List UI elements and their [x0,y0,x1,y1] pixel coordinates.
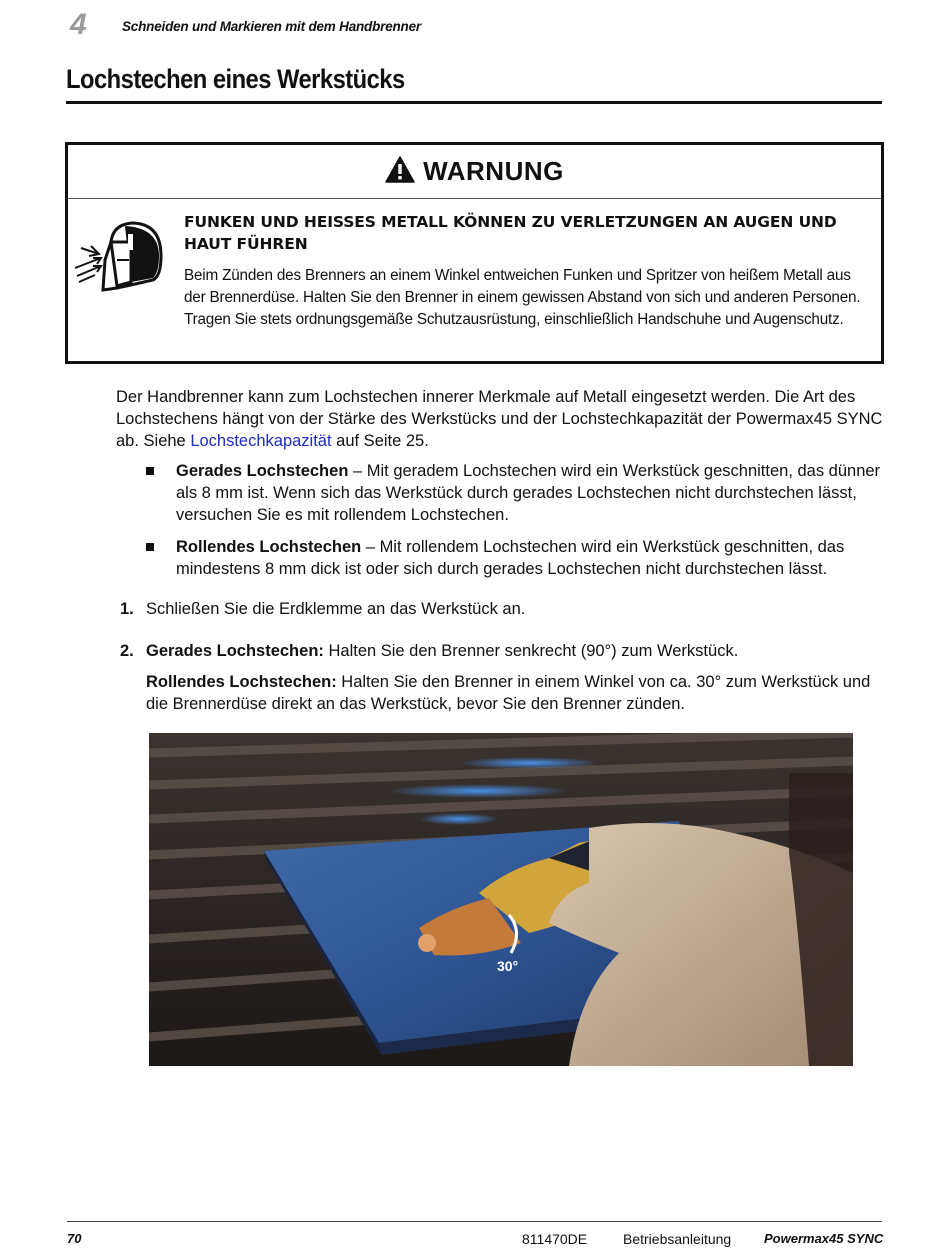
product-name: Powermax45 SYNC [764,1231,884,1246]
capacity-link[interactable]: Lochstechkapazität [190,432,332,450]
step-item [120,598,890,620]
manual-type: Betriebsanleitung [623,1231,732,1247]
step-term: Gerades Lochstechen: [146,642,324,660]
intro-text: Der Handbrenner kann zum Lochstechen innerer Merkmale auf Metall eingesetzt werden. Die Art des Lochstechens hängt von der Stärke des Werkstücks und der Lochstechkapazität der Powermax45 SYNC ab. Siehe [116,388,883,450]
title-rule [66,101,882,104]
bullet-square-icon [146,543,154,551]
intro-paragraph [116,386,886,452]
step-sub-term: Rollendes Lochstechen: [146,673,337,691]
chapter-title: Schneiden und Markieren mit dem Handbrenner [122,19,421,34]
section-title: Lochstechen eines Werkstücks [66,64,405,94]
list-item [146,536,886,580]
list-item [146,460,886,526]
step-item [120,640,890,720]
warning-triangle-icon [385,156,415,188]
warning-header [68,145,881,199]
document-number: 811470DE [522,1231,588,1247]
bullet-text: – Mit geradem Lochstechen wird ein Werkstück geschnitten, das dünner als 8 mm ist. Wenn sich das Werkstück durch gerades Lochstechen nicht durchstechen lässt, versuchen Sie es mit rollendem Lochstechen. [176,462,881,524]
bullet-term: Gerades Lochstechen [176,462,349,480]
bullet-text: – Mit rollendem Lochstechen wird ein Werkstück geschnitten, das mindestens 8 mm dick ist oder sich durch gerades Lochstechen nicht durchstechen lässt. [176,538,845,578]
warning-box [65,142,884,364]
intro-text-end: auf Seite 25. [331,432,429,450]
chapter-number: 4 [70,8,87,41]
angle-label: 30° [497,958,519,974]
warning-heading: FUNKEN UND HEISSES METALL KÖNNEN ZU VERLETZUNGEN AN AUGEN UND HAUT FÜHREN [184,213,837,253]
bullet-term: Rollendes Lochstechen [176,538,362,556]
step-number: 1. [120,600,134,618]
step-sub-text: Halten Sie den Brenner in einem Winkel von ca. 30° zum Werkstück und die Brennerdüse direkt an das Werkstück, bevor Sie den Brenner zünden. [146,673,871,713]
warning-text: Beim Zünden des Brenners an einem Winkel entweichen Funken und Spritzer von heißem Metall aus der Brennerdüse. Halten Sie den Brenner in einem gewissen Abstand von sich und anderen Personen. Tragen Sie stets ordnungsgemäße Schutzausrüstung, einschließlich Handschuhe und Augenschutz. [184,267,861,328]
face-shield-sparks-icon [73,220,163,296]
footer-rule [67,1221,882,1222]
warning-label: WARNUNG [423,156,564,186]
step-text: Schließen Sie die Erdklemme an das Werkstück an. [146,600,526,618]
step-text: Halten Sie den Brenner senkrecht (90°) zum Werkstück. [323,642,739,660]
page-number: 70 [67,1231,82,1246]
torch-piercing-photo [149,733,853,1066]
step-number: 2. [120,642,134,660]
bullet-square-icon [146,467,154,475]
